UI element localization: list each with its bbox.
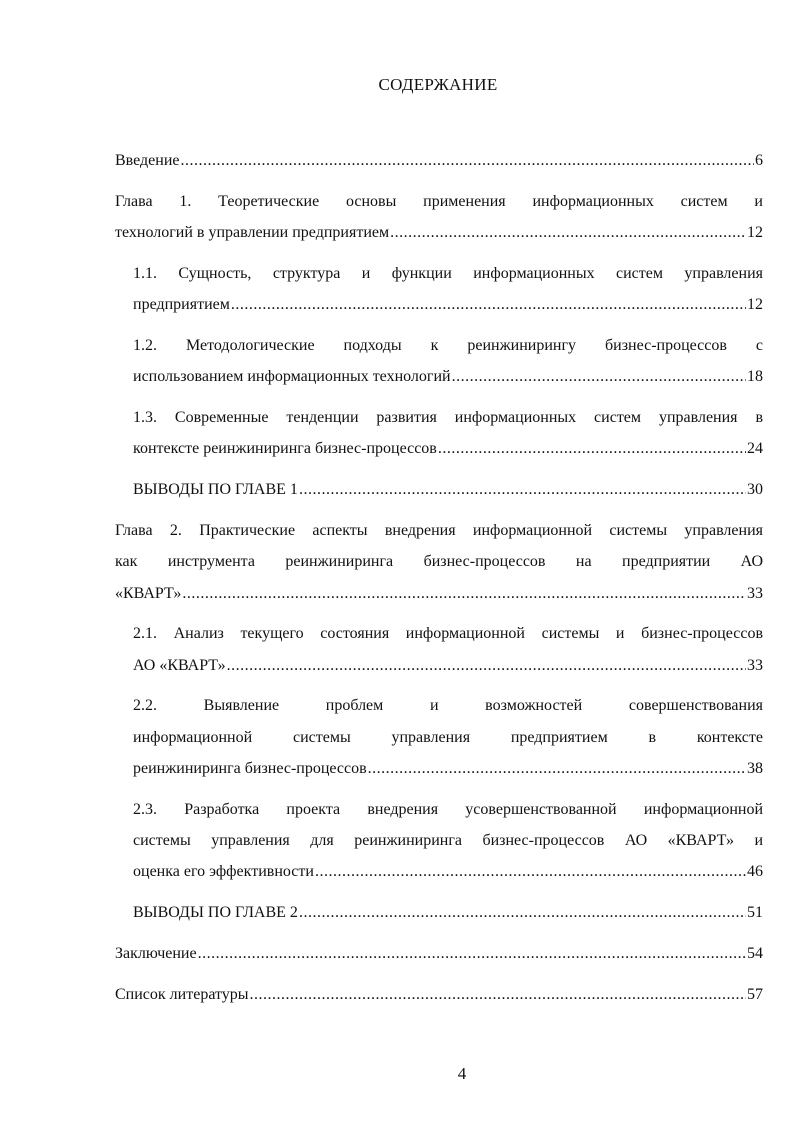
toc-entry-text: контексте реинжиниринга бизнес-процессов	[133, 440, 437, 458]
toc-entry-text: 2.2. Выявление проблем и возможностей совершенствования	[133, 697, 763, 715]
toc-page-number: 12	[747, 224, 763, 242]
toc-entry-text: 1.2. Методологические подходы к реинжинирингу бизнес-процессов с	[133, 336, 763, 354]
toc-entry-text: 2.3. Разработка проекта внедрения усовершенствованной информационной	[133, 800, 763, 818]
toc-entry-text: реинжиниринга бизнес-процессов	[133, 760, 367, 778]
dot-leader	[315, 856, 746, 887]
toc-page-number: 51	[747, 904, 763, 922]
toc-entry-text: как инструмента реинжиниринга бизнес-процессов на предприятии АО	[115, 553, 763, 571]
page-number: 4	[457, 1064, 467, 1083]
toc-entry-bibliography[interactable]	[115, 979, 763, 1010]
toc-entry-text: использованием информационных технологий	[133, 368, 451, 386]
toc-page-number: 12	[747, 296, 763, 314]
dot-leader	[299, 474, 746, 505]
toc-entry-conclusions-2[interactable]	[133, 897, 763, 928]
toc-entry-intro[interactable]	[115, 145, 763, 176]
toc-entry-text: «КВАРТ»	[115, 584, 182, 602]
toc-entry-text: АО «КВАРТ»	[133, 656, 226, 674]
toc-page-number: 38	[747, 760, 763, 778]
dot-leader	[390, 217, 746, 248]
dot-leader	[299, 897, 746, 928]
dot-leader	[227, 650, 746, 681]
toc-entry-text: технологий в управлении предприятием	[115, 224, 390, 242]
toc-entry-section-2-2[interactable]	[133, 690, 763, 784]
dot-leader	[250, 979, 746, 1010]
dot-leader	[231, 289, 746, 320]
toc-page-number: 18	[747, 368, 763, 386]
toc-entry-text: 1.3. Современные тенденции развития информационных систем управления в	[133, 409, 763, 427]
dot-leader	[438, 433, 746, 464]
toc-entry-section-2-3[interactable]	[133, 794, 763, 888]
toc-page-number: 46	[747, 863, 763, 881]
toc-entry-chapter-2[interactable]	[115, 515, 763, 609]
toc-page-number: 57	[747, 985, 763, 1003]
toc-entry-section-1-2[interactable]	[133, 330, 763, 393]
toc-entry-text: информационной системы управления предприятием в контексте	[133, 728, 763, 746]
dot-leader	[452, 361, 746, 392]
toc-entry-text: ВЫВОДЫ ПО ГЛАВЕ 1	[133, 481, 298, 499]
toc-entry-text: 1.1. Сущность, структура и функции информационных систем управления	[133, 264, 763, 282]
toc-entry-text: ВЫВОДЫ ПО ГЛАВЕ 2	[133, 904, 298, 922]
toc-entry-conclusions-1[interactable]	[133, 474, 763, 505]
toc-entry-section-1-1[interactable]	[133, 258, 763, 321]
toc-page-number: 33	[747, 656, 763, 674]
toc-entry-conclusion[interactable]	[115, 938, 763, 969]
toc-entry-text: 2.1. Анализ текущего состояния информационной системы и бизнес-процессов	[133, 625, 763, 643]
toc-entry-text: оценка его эффективности	[133, 863, 314, 881]
toc-page-number: 33	[747, 584, 763, 602]
toc-entry-text: Заключение	[115, 945, 197, 963]
dot-leader	[368, 753, 746, 784]
dot-leader	[182, 578, 746, 609]
toc-entry-text: системы управления для реинжиниринга бизнес-процессов АО «КВАРТ» и	[133, 832, 763, 850]
toc-entry-text: предприятием	[133, 296, 230, 314]
toc-entry-section-1-3[interactable]	[133, 402, 763, 465]
toc-entry-text: Введение	[115, 152, 180, 169]
toc-page-number: 24	[747, 440, 763, 458]
toc-entry-text: Список литературы	[115, 985, 249, 1003]
toc-entry-section-2-1[interactable]	[133, 618, 763, 681]
dot-leader	[198, 938, 746, 969]
toc-entry-text: Глава 2. Практические аспекты внедрения информационной системы управления	[115, 521, 763, 539]
toc-entry-chapter-1[interactable]	[115, 186, 763, 249]
toc-page-number: 6	[755, 152, 763, 169]
toc-page-number: 30	[747, 481, 763, 499]
dot-leader	[181, 145, 755, 176]
document-title: СОДЕРЖАНИЕ	[378, 75, 498, 94]
table-of-contents	[115, 145, 763, 1020]
toc-page-number: 54	[747, 945, 763, 963]
toc-entry-text: Глава 1. Теоретические основы применения информационных систем и	[115, 192, 763, 210]
